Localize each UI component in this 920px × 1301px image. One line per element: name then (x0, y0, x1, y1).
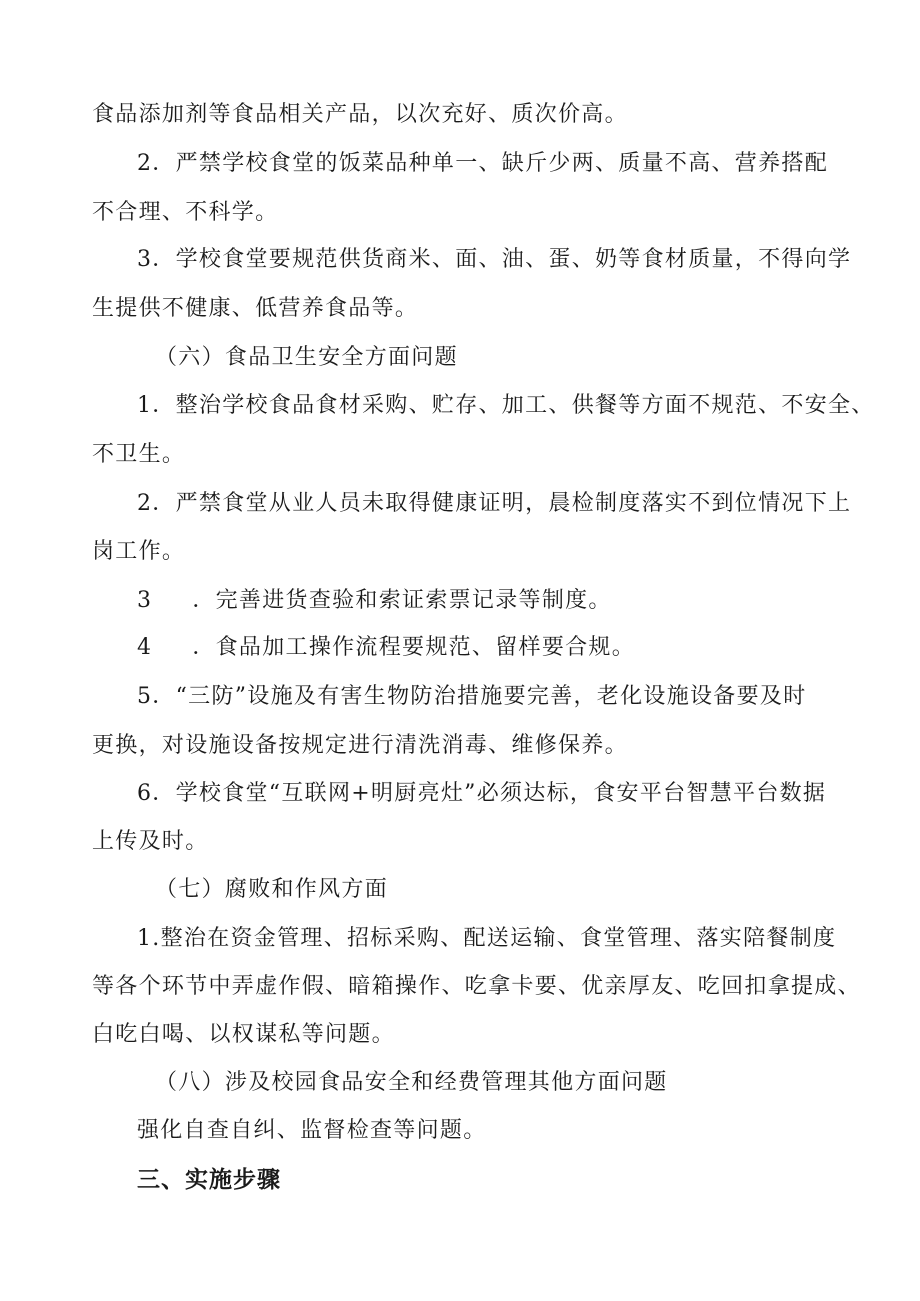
six-item-1-line-2: 不卫生。 (92, 442, 186, 467)
paragraph-line: 食品添加剂等食品相关产品，以次充好、质次价高。 (92, 102, 628, 127)
six-item-4-line (137, 634, 897, 662)
item-text: ．完善进货查验和索证索票记录等制度。 (192, 588, 612, 613)
seven-item-1-line-2: 等各个环节中弄虚作假、暗箱操作、吃拿卡要、优亲厚友、吃回扣拿提成、 (92, 974, 861, 999)
item-2-line-1: 2．严禁学校食堂的饭菜品种单一、缺斤少两、质量不高、营养搭配 (137, 151, 828, 176)
six-item-3-line (137, 587, 897, 615)
item-2-line-2: 不合理、不科学。 (92, 200, 279, 225)
six-item-5-line-1: 5．“三防”设施及有害生物防治措施要完善，老化设施设备要及时 (137, 684, 807, 709)
seven-item-1-line-3: 白吃白喝、以权谋私等问题。 (92, 1022, 395, 1047)
item-3-line-1: 3．学校食堂要规范供货商米、面、油、蛋、奶等食材质量，不得向学 (137, 247, 852, 272)
item-text: ．食品加工操作流程要规范、留样要合规。 (192, 635, 636, 660)
six-item-6-line-2: 上传及时。 (92, 829, 209, 854)
section-heading-seven: （七）腐败和作风方面 (155, 877, 389, 902)
six-item-2-line-2: 岗工作。 (92, 539, 186, 564)
section-heading-six: （六）食品卫生安全方面问题 (155, 345, 458, 370)
six-item-5-line-2: 更换，对设施设备按规定进行清洗消毒、维修保养。 (92, 733, 628, 758)
chapter-heading-three: 三、实施步骤 (137, 1167, 281, 1193)
item-number: 3 (137, 588, 153, 613)
six-item-6-line-1: 6．学校食堂“互联网+明厨亮灶”必须达标，食安平台智慧平台数据 (137, 781, 827, 806)
section-heading-eight: （八）涉及校园食品安全和经费管理其他方面问题 (155, 1070, 668, 1095)
item-3-line-2: 生提供不健康、低营养食品等。 (92, 296, 419, 321)
eight-body-line: 强化自查自纠、监督检查等问题。 (137, 1118, 487, 1143)
item-number: 4 (137, 635, 153, 660)
six-item-2-line-1: 2．严禁食堂从业人员未取得健康证明，晨检制度落实不到位情况下上 (137, 491, 852, 516)
six-item-1-line-1: 1．整治学校食品食材采购、贮存、加工、供餐等方面不规范、不安全、 (137, 393, 875, 418)
seven-item-1-line-1: 1.整治在资金管理、招标采购、配送运输、食堂管理、落实陪餐制度 (137, 926, 837, 951)
